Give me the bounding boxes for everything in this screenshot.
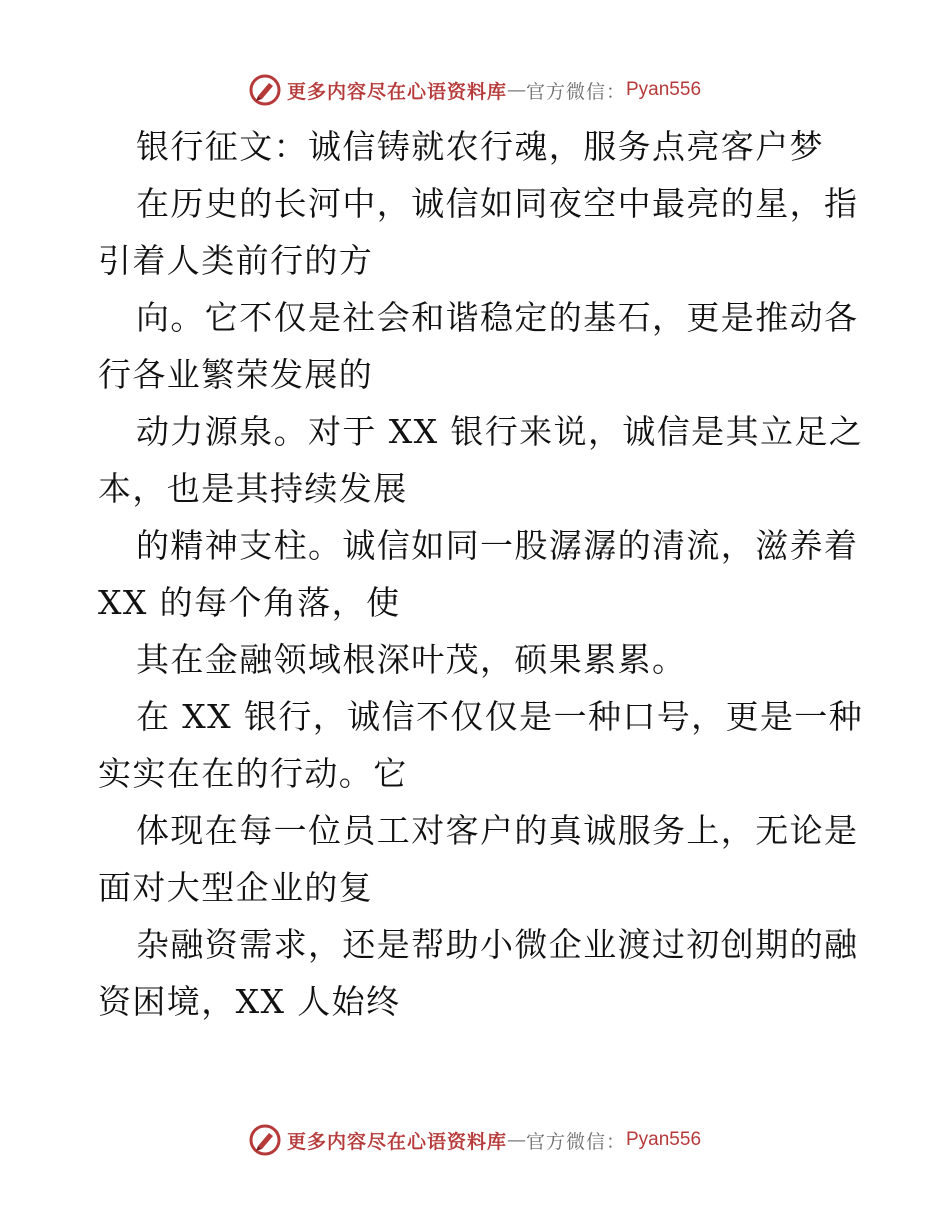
- banner-wechat-label: 官方微信：: [525, 80, 626, 103]
- footer-banner: [0, 1122, 950, 1158]
- text-line: 动力源泉。对于 XX 银行来说，诚信是其立足之: [136, 412, 864, 451]
- pen-logo-icon: [249, 74, 281, 106]
- text-line: XX 的每个角落，使: [98, 583, 401, 622]
- text-line: 资困境，XX 人始终: [98, 982, 401, 1021]
- banner-wechat-label: 官方微信：: [525, 1130, 626, 1153]
- document-body: [98, 118, 864, 1030]
- text-line: 在 XX 银行，诚信不仅仅是一种口号，更是一种: [136, 697, 864, 736]
- document-title: 银行征文：诚信铸就农行魂，服务点亮客户梦: [136, 127, 824, 166]
- text-line: 向。它不仅是社会和谐稳定的基石，更是推动各: [136, 298, 859, 337]
- text-line: 行各业繁荣发展的: [98, 355, 374, 394]
- banner-separator: —: [506, 1129, 526, 1151]
- text-line: 面对大型企业的复: [98, 868, 374, 907]
- text-line: 其在金融领域根深叶茂，硕果累累。: [136, 640, 687, 679]
- text-line: 本，也是其持续发展: [98, 469, 408, 508]
- banner-wechat-id: Pyan556: [626, 79, 702, 100]
- banner-text: 更多内容尽在心语资料库: [286, 1130, 507, 1153]
- text-line: 在历史的长河中，诚信如同夜空中最亮的星，指: [136, 184, 859, 223]
- text-line: 体现在每一位员工对客户的真诚服务上，无论是: [136, 811, 859, 850]
- header-banner: [0, 72, 950, 108]
- text-line: 杂融资需求，还是帮助小微企业渡过初创期的融: [136, 925, 859, 964]
- banner-wechat-id: Pyan556: [626, 1129, 702, 1150]
- banner-separator: —: [506, 79, 526, 101]
- text-line: 的精神支柱。诚信如同一股潺潺的清流，滋养着: [136, 526, 859, 565]
- banner-text: 更多内容尽在心语资料库: [286, 80, 507, 103]
- text-line: 引着人类前行的方: [98, 241, 374, 280]
- pen-logo-icon: [249, 1124, 281, 1156]
- text-line: 实实在在的行动。它: [98, 754, 408, 793]
